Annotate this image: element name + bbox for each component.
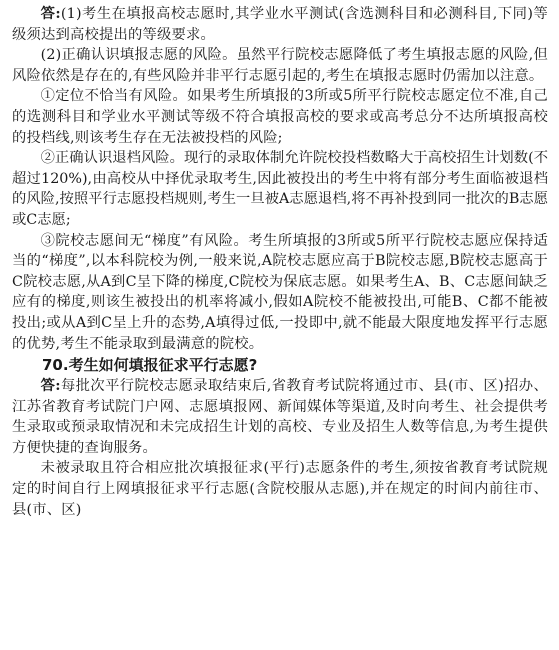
risk-item-withdrawal: ②正确认识退档风险。现行的录取体制允许院校投档数略大于高校招生计划数(不超过120%),由高校从中择优录取考生,因此被投出的考生中将有部分考生面临被退档的风险,按照平行志愿投档规则,考生一旦被A志愿退档,将不再补投到同一批次的B志愿或C志愿;: [12, 150, 548, 228]
answer-paragraph-2: (2)正确认识填报志愿的风险。虽然平行院校志愿降低了考生填报志愿的风险,但风险依然是存在的,有些风险并非平行志愿引起的,考生在填报志愿时仍需加以注意。: [12, 47, 548, 84]
answer-label: 答:: [40, 378, 61, 395]
risk-item-gradient: ③院校志愿间无“梯度”有风险。考生所填报的3所或5所平行院校志愿应保持适当的“梯度”,以本科院校为例,一般来说,A院校志愿应高于B院校志愿,B院校志愿高于C院校志愿,从A到C呈下降的梯度,C院校为保底志愿。如果考生A、B、C志愿间缺乏应有的梯度,则该生被投出的机率将减小,假如A院校不能被投出,可能B、C都不能被投出;或从A到C呈上升的态势,A填得过低,一投即中,就不能最大限度地发挥平行志愿的优势,考生不能录取到最满意的院校。: [12, 232, 548, 352]
answer-paragraph-q70-2: 未被录取且符合相应批次填报征求(平行)志愿条件的考生,须按省教育考试院规定的时间自行上网填报征求平行志愿(含院校服从志愿),并在规定的时间内前往市、县(市、区): [12, 460, 548, 518]
answer-text: 每批次平行院校志愿录取结束后,省教育考试院将通过市、县(市、区)招办、江苏省教育考试院门户网、志愿填报网、新闻媒体等渠道,及时向考生、社会提供考生录取或预录取情况和未完成招生计划的高校、专业及招生人数等信息,为考生提供方便快捷的查询服务。: [12, 378, 548, 456]
document-page: [12, 4, 548, 520]
answer-label: 答:: [40, 6, 61, 22]
risk-item-positioning: ①定位不恰当有风险。如果考生所填报的3所或5所平行院校志愿定位不准,自己的选测科目和学业水平测试等级不符合填报高校的要求或高考总分不达所填报高校的投档线,则该考生存在无法被投档的风险;: [12, 88, 548, 146]
answer-paragraph-q70-1: [12, 376, 548, 458]
answer-text: (1)考生在填报高校志愿时,其学业水平测试(含选测科目和必测科目,下同)等级须达到高校提出的等级要求。: [12, 6, 548, 43]
answer-paragraph-1: [12, 4, 548, 45]
question-heading: 70.考生如何填报征求平行志愿?: [42, 356, 258, 375]
